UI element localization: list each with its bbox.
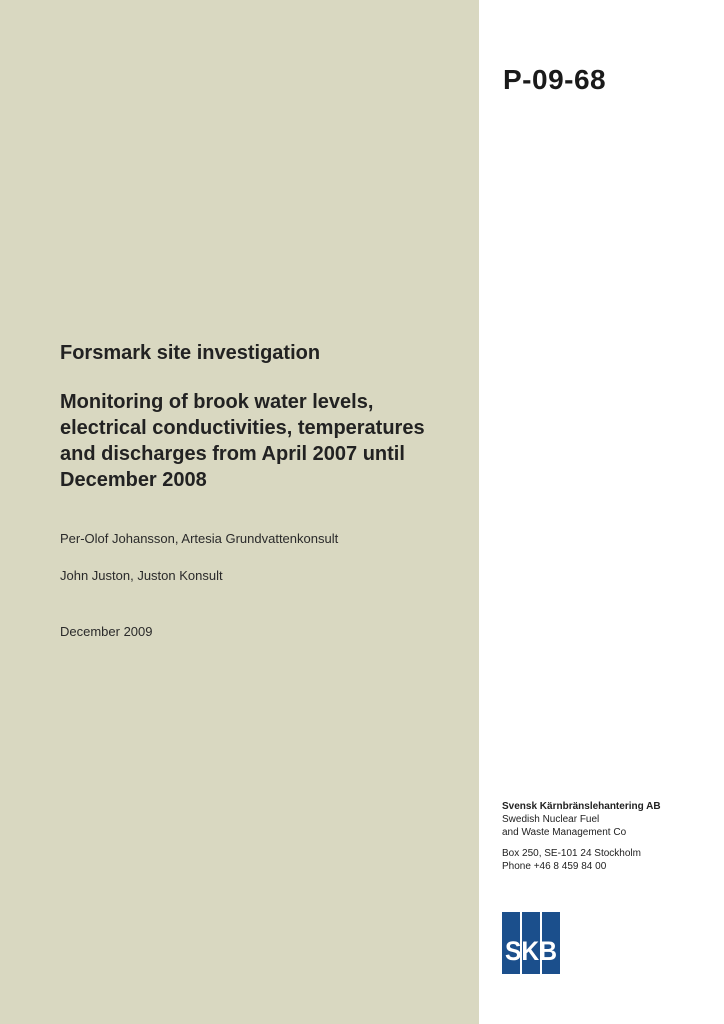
publisher-block [502, 800, 702, 873]
report-number: P-09-68 [503, 64, 607, 95]
title-line: electrical conductivities, temperatures [60, 417, 425, 439]
series-title: Forsmark site investigation [60, 342, 321, 364]
publisher-phone: Phone +46 8 459 84 00 [502, 861, 607, 872]
skb-logo [502, 912, 560, 974]
title-line: December 2008 [60, 469, 207, 491]
title-line: Monitoring of brook water levels, [60, 391, 374, 413]
publisher-subtitle: Swedish Nuclear Fuel [502, 814, 600, 825]
author-2: John Juston, Juston Konsult [60, 568, 223, 583]
publisher-subtitle: and Waste Management Co [502, 827, 627, 838]
document-title [60, 389, 470, 493]
publisher-name: Svensk Kärnbränslehantering AB [502, 801, 661, 812]
publication-date: December 2009 [60, 624, 153, 639]
author-1: Per-Olof Johansson, Artesia Grundvattenkonsult [60, 531, 339, 546]
title-line: and discharges from April 2007 until [60, 443, 405, 465]
logo-text: SKB [505, 936, 557, 966]
publisher-address: Box 250, SE-101 24 Stockholm [502, 848, 641, 859]
